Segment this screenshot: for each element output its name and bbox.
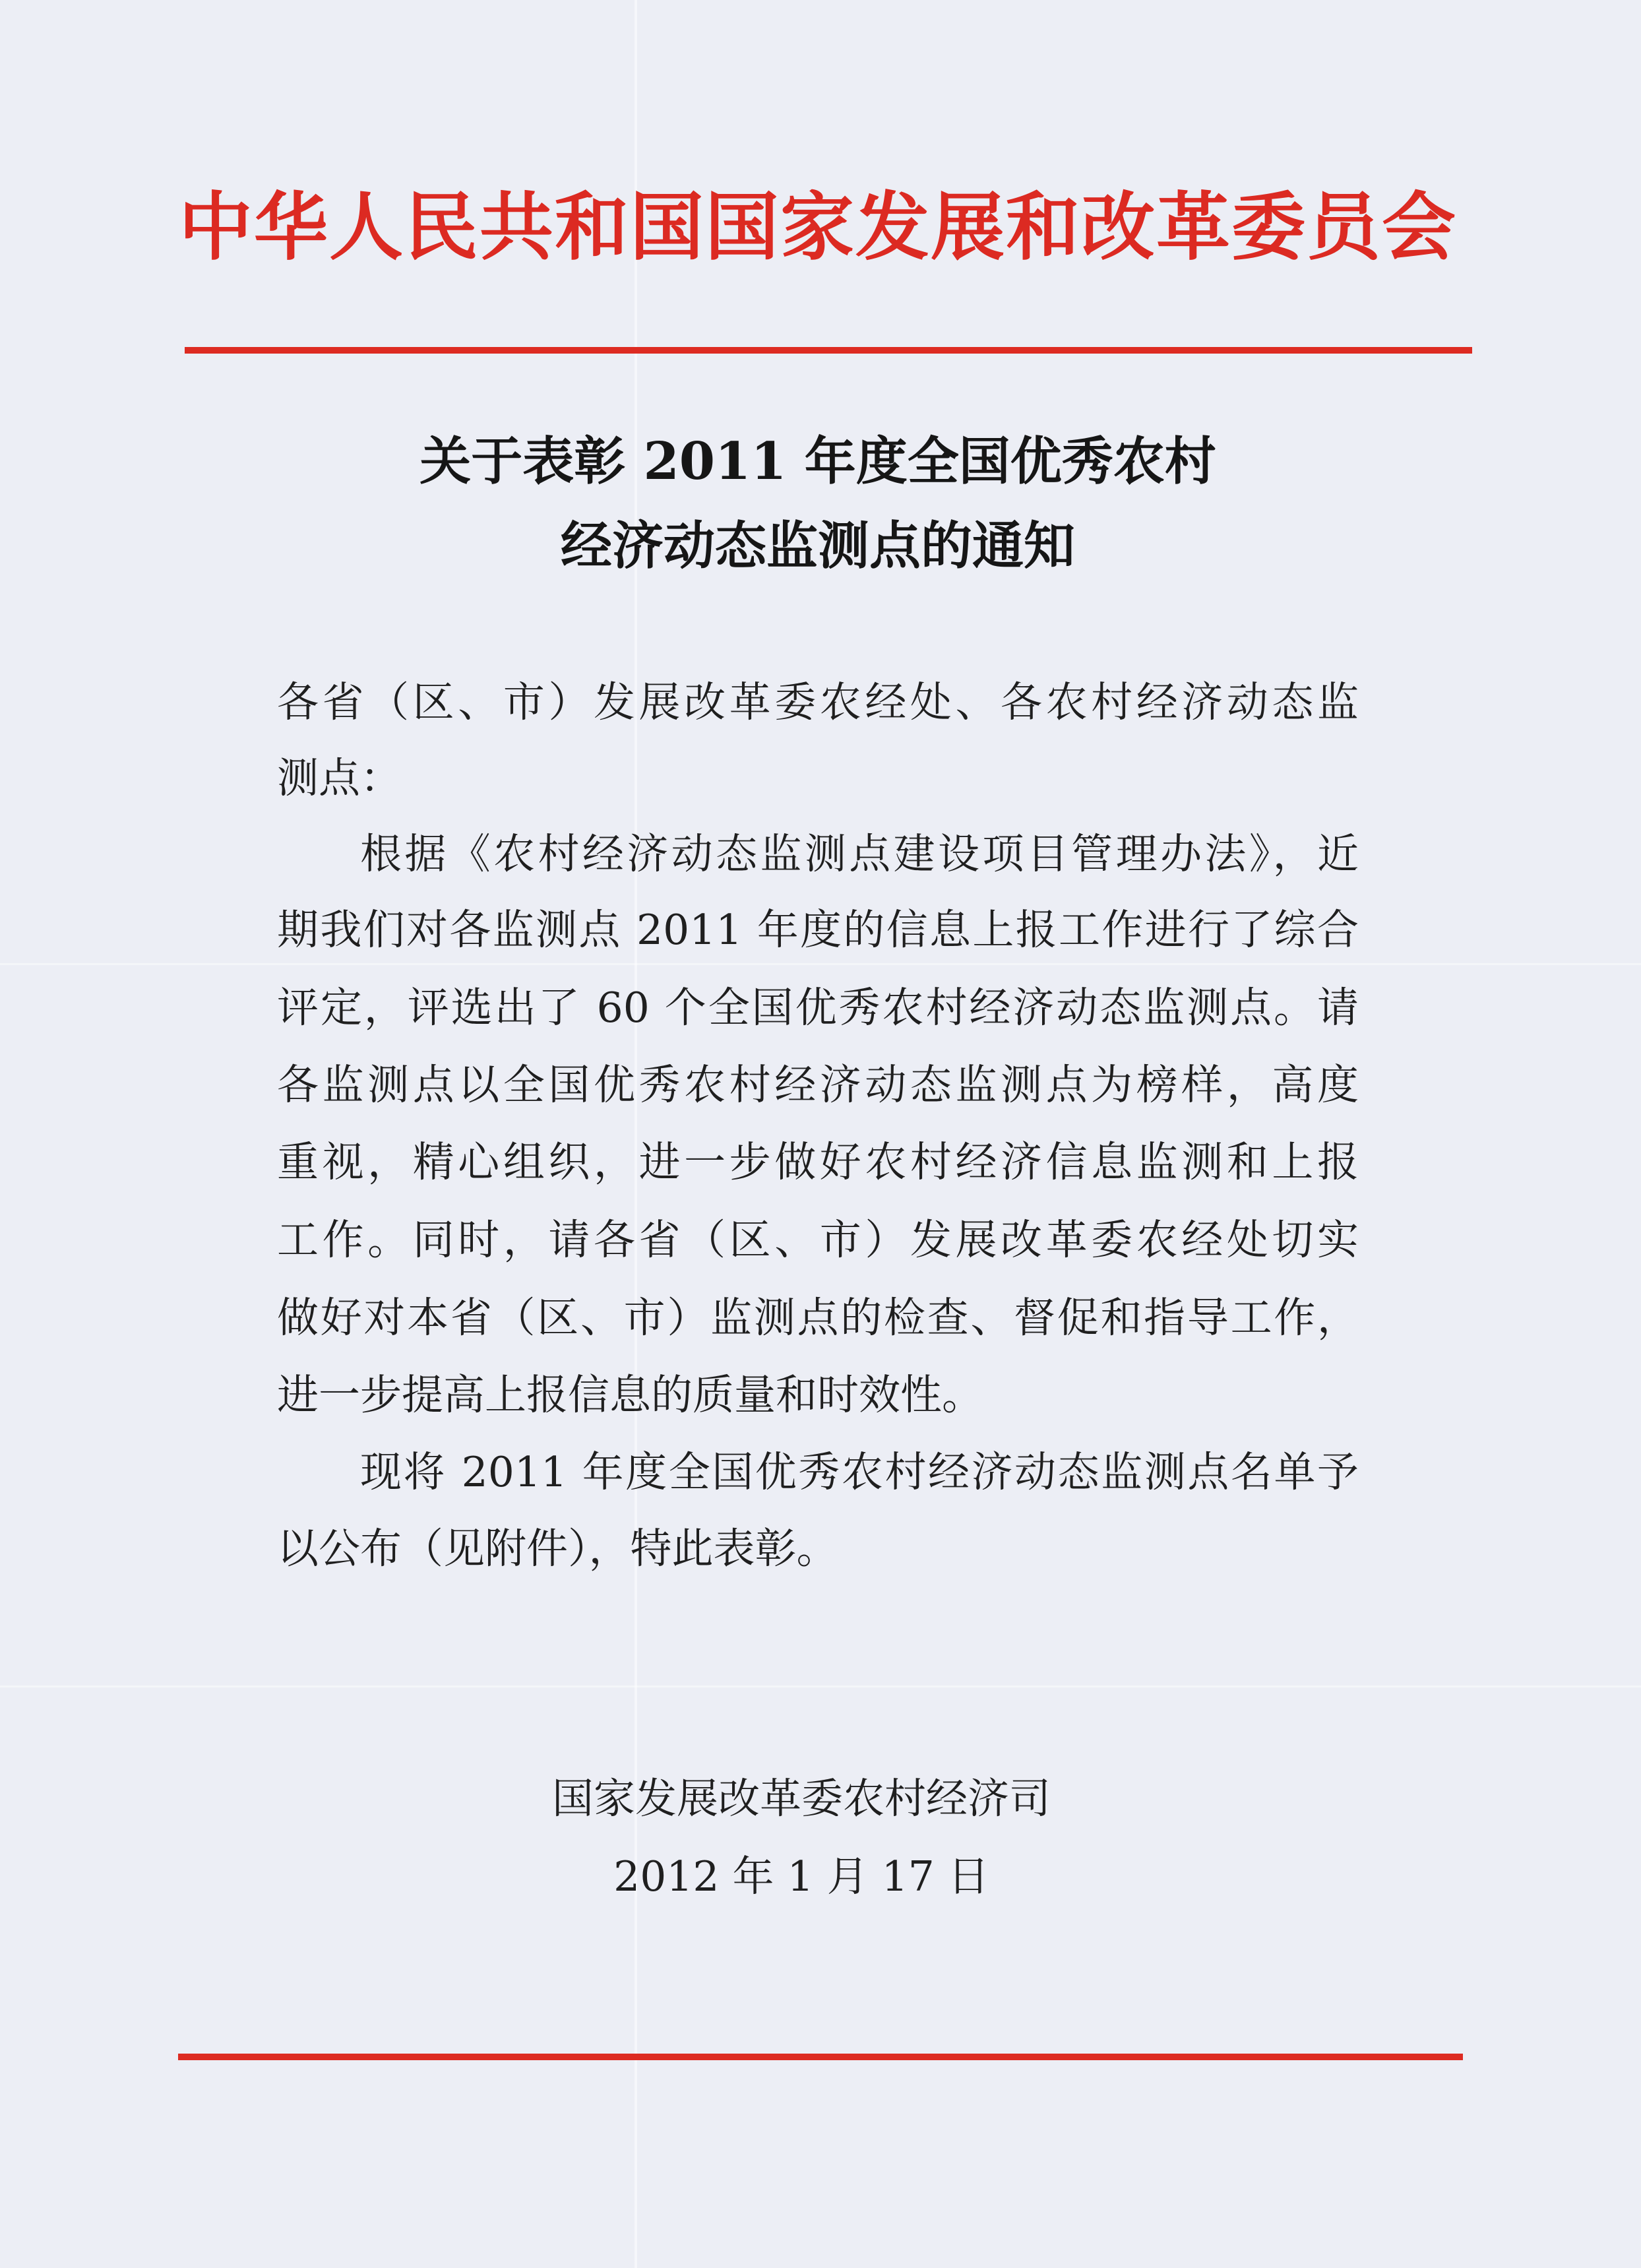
paragraph-2-line: 以公布（见附件），特此表彰。	[277, 1525, 838, 1573]
paragraph-1-line: 重视，精心组织，进一步做好农村经济信息监测和上报	[277, 1138, 1359, 1186]
signature-organization: 国家发展改革委农村经济司	[552, 1775, 1051, 1823]
paragraph-1-line: 期我们对各监测点 2011 年度的信息上报工作进行了综合	[277, 906, 1359, 954]
salutation-line-1: 各省（区、市）发展改革委农经处、各农村经济动态监	[277, 678, 1359, 726]
paragraph-1-line: 工作。同时，请各省（区、市）发展改革委农经处切实	[277, 1216, 1359, 1264]
paper-crease	[0, 1685, 1641, 1687]
letterhead-red-rule	[185, 347, 1472, 354]
paragraph-1-line: 评定，评选出了 60 个全国优秀农村经济动态监测点。请	[277, 984, 1359, 1032]
footer-red-rule	[178, 2054, 1463, 2060]
paper-crease	[0, 963, 1641, 965]
letterhead-title: 中华人民共和国国家发展和改革委员会	[179, 184, 1457, 270]
paragraph-2-line: 现将 2011 年度全国优秀农村经济动态监测点名单予	[360, 1448, 1359, 1496]
document-title-line-1: 关于表彰 2011 年度全国优秀农村	[419, 431, 1216, 491]
paragraph-1-line: 各监测点以全国优秀农村经济动态监测点为榜样，高度	[277, 1061, 1359, 1109]
signature-date: 2012 年 1 月 17 日	[613, 1852, 989, 1901]
paragraph-1-line: 根据《农村经济动态监测点建设项目管理办法》，近	[360, 830, 1359, 878]
document-title-line-2: 经济动态监测点的通知	[560, 516, 1075, 576]
paragraph-1-line: 进一步提高上报信息的质量和时效性。	[277, 1371, 983, 1419]
paragraph-1-line: 做好对本省（区、市）监测点的检查、督促和指导工作，	[277, 1294, 1359, 1342]
salutation-line-2: 测点：	[277, 754, 402, 802]
